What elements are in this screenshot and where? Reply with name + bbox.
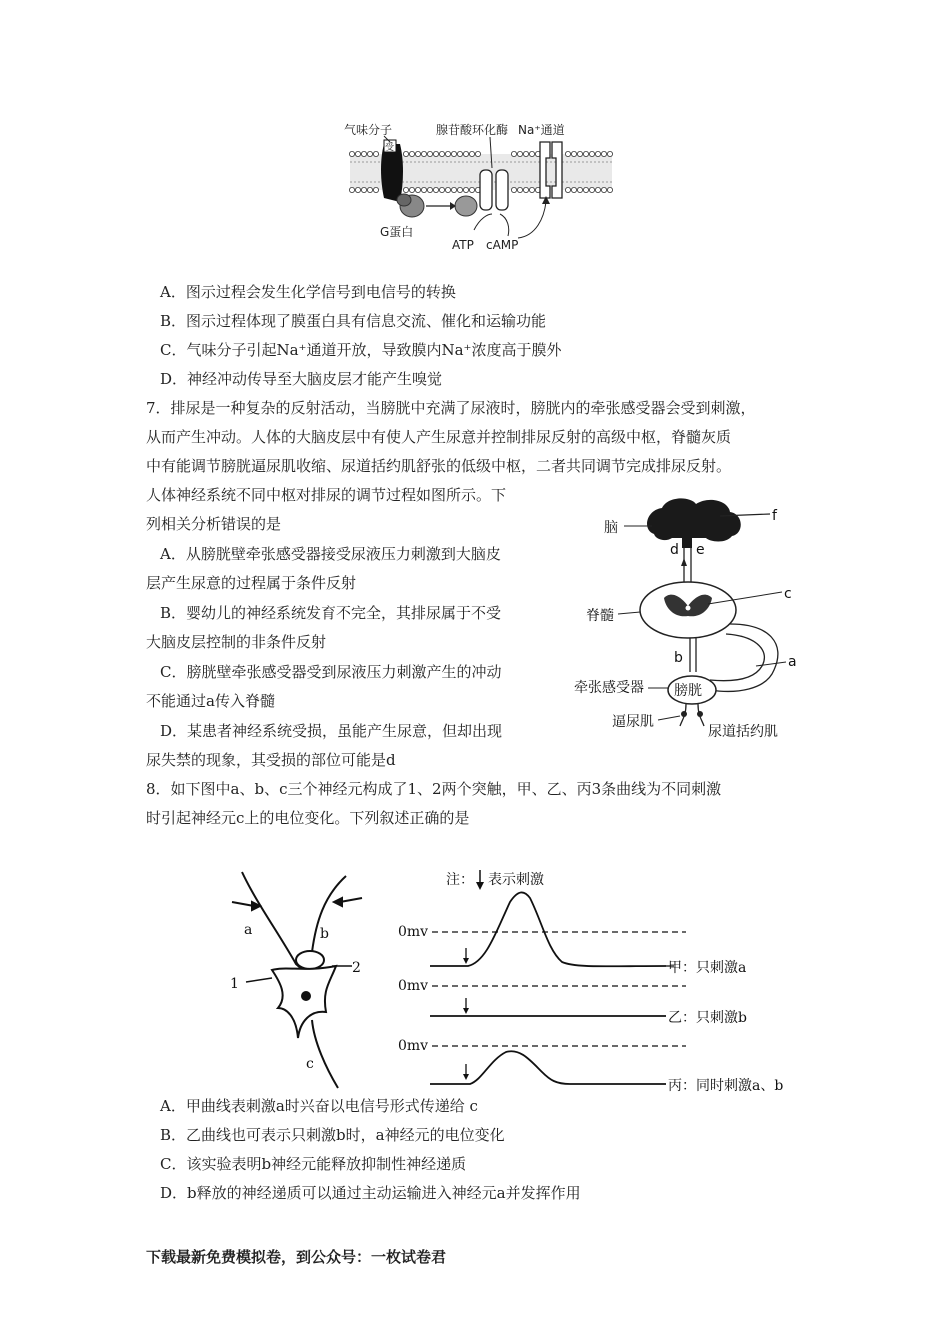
- odorant-label: 气味分子: [344, 123, 393, 137]
- lipid-head: [349, 187, 354, 192]
- zero-mv-label: 0mv: [398, 1038, 429, 1054]
- lipid-head: [361, 151, 366, 156]
- q7-stem-line: 7．排尿是一种复杂的反射活动，当膀胱中充满了尿液时，膀胱内的牵张感受器会受到刺激，: [146, 399, 756, 417]
- q8-option-c: C．该实验表明b神经元能释放抑制性神经递质: [160, 1155, 467, 1173]
- lipid-head: [451, 151, 456, 156]
- q7-option-b-cont: 大脑皮层控制的非条件反射: [146, 633, 327, 651]
- lipid-head: [439, 187, 444, 192]
- q7-stem-line: 人体神经系统不同中枢对排尿的调节过程如图所示。下: [146, 486, 507, 504]
- lipid-head: [415, 151, 420, 156]
- lipid-head: [589, 151, 594, 156]
- label-c: c: [784, 586, 792, 602]
- lipid-head: [445, 187, 450, 192]
- note-text: 表示刺激: [488, 872, 544, 888]
- curve-bing-label: 丙：同时刺激a、b: [668, 1078, 784, 1094]
- lipid-head: [403, 151, 408, 156]
- lipid-head: [571, 151, 576, 156]
- lipid-head: [463, 187, 468, 192]
- brain-shape: [647, 498, 741, 541]
- lipid-head: [415, 187, 420, 192]
- na-channel-label: Na⁺通道: [518, 123, 565, 137]
- lipid-head: [529, 151, 534, 156]
- label-f: f: [772, 508, 777, 524]
- lipid-head: [577, 187, 582, 192]
- lipid-head: [427, 151, 432, 156]
- neuron-nucleus: [301, 991, 311, 1001]
- q6-option-b: B．图示过程体现了膜蛋白具有信息交流、催化和运输功能: [160, 312, 547, 330]
- lipid-head: [577, 151, 582, 156]
- q8-option-d: D．b释放的神经递质可以通过主动运输进入神经元a并发挥作用: [160, 1184, 581, 1202]
- urination-reflex-figure: [560, 494, 820, 748]
- neuron-a-label: a: [244, 922, 253, 938]
- q7-option-c: C．膀胱壁牵张感受器受到尿液压力刺激产生的冲动: [160, 663, 502, 681]
- q8-stem-line: 时引起神经元c上的电位变化。下列叙述正确的是: [146, 809, 470, 827]
- footer-note: 下载最新免费模拟卷，到公众号：一枚试卷君: [146, 1248, 447, 1266]
- lipid-head: [565, 187, 570, 192]
- zero-mv-label: 0mv: [398, 924, 429, 940]
- lipid-head: [517, 187, 522, 192]
- lipid-head: [373, 151, 378, 156]
- camp-label: cAMP: [486, 238, 519, 252]
- lipid-head: [469, 187, 474, 192]
- lipid-head: [469, 151, 474, 156]
- q7-stem-line: 列相关分析错误的是: [146, 515, 282, 533]
- synapse-1-label: 1: [230, 976, 239, 992]
- lipid-head: [421, 151, 426, 156]
- neuron-diagram: [232, 872, 362, 1088]
- note-label: 注：: [446, 872, 474, 888]
- q8-option-b: B．乙曲线也可表示只刺激b时，a神经元的电位变化: [160, 1126, 505, 1144]
- q7-option-d: D．某患者神经系统受损，虽能产生尿意，但却出现: [160, 722, 503, 740]
- q7-option-c-cont: 不能通过a传入脊髓: [146, 692, 275, 710]
- lipid-head: [403, 187, 408, 192]
- receptor-label-7: 牵张感受器: [574, 680, 644, 696]
- g-protein-alpha: [455, 196, 477, 216]
- q7-option-a-cont: 层产生尿意的过程属于条件反射: [146, 574, 357, 592]
- lipid-head: [565, 151, 570, 156]
- lipid-head: [463, 151, 468, 156]
- lipid-head: [433, 151, 438, 156]
- olfactory-membrane-figure: [340, 118, 620, 258]
- lipid-head: [517, 151, 522, 156]
- lipid-head: [367, 187, 372, 192]
- label-a: a: [788, 654, 797, 670]
- lipid-head: [439, 151, 444, 156]
- q7-stem-line: 从而产生冲动。人体的大脑皮层中有使人产生尿意并控制排尿反射的高级中枢，脊髓灰质: [146, 428, 732, 446]
- lipid-head: [361, 187, 366, 192]
- lipid-head: [421, 187, 426, 192]
- g-protein-label: G蛋白: [380, 225, 414, 239]
- lipid-head: [583, 151, 588, 156]
- brain-label: 脑: [604, 520, 618, 536]
- lipid-head: [451, 187, 456, 192]
- lipid-head: [607, 151, 612, 156]
- bladder-label: 膀胱: [674, 683, 702, 699]
- label-d: d: [670, 542, 679, 558]
- lipid-head: [373, 187, 378, 192]
- q7-option-a: A．从膀胱壁牵张感受器接受尿液压力刺激到大脑皮: [160, 545, 501, 563]
- label-b: b: [674, 650, 683, 666]
- label-e: e: [696, 542, 705, 558]
- lipid-head: [355, 151, 360, 156]
- neuron-c-label: c: [306, 1056, 314, 1072]
- lipid-head: [409, 187, 414, 192]
- detrusor-label: 逼尿肌: [612, 714, 654, 730]
- lipid-head: [457, 187, 462, 192]
- lipid-head: [595, 151, 600, 156]
- neuron-synapse-figure: [226, 862, 816, 1094]
- receptor-label: 受: [385, 143, 395, 153]
- lipid-head: [427, 187, 432, 192]
- sphincter-label: 尿道括约肌: [708, 724, 778, 740]
- lipid-head: [355, 187, 360, 192]
- lipid-head: [511, 187, 516, 192]
- curve-yi-label: 乙：只刺激b: [668, 1010, 747, 1026]
- spinal-label: 脊髓: [586, 608, 614, 624]
- curve-jia-label: 甲：只刺激a: [668, 960, 747, 976]
- q7-option-b: B．婴幼儿的神经系统发育不完全，其排尿属于不受: [160, 604, 502, 622]
- lipid-head: [511, 151, 516, 156]
- lipid-head: [601, 187, 606, 192]
- enzyme-label: 腺苷酸环化酶: [436, 123, 509, 137]
- lipid-head: [607, 187, 612, 192]
- atp-label: ATP: [452, 238, 474, 252]
- q7-option-d-cont: 尿失禁的现象，其受损的部位可能是d: [146, 751, 396, 769]
- lipid-head: [349, 151, 354, 156]
- q7-stem-line: 中有能调节膀胱逼尿肌收缩、尿道括约肌舒张的低级中枢，二者共同调节完成排尿反射。: [146, 457, 732, 475]
- lipid-head: [475, 151, 480, 156]
- lipid-head: [367, 151, 372, 156]
- lipid-head: [601, 151, 606, 156]
- lipid-head: [571, 187, 576, 192]
- lipid-head: [595, 187, 600, 192]
- q6-option-d: D．神经冲动传导至大脑皮层才能产生嗅觉: [160, 370, 443, 388]
- q6-option-c: C．气味分子引起Na⁺通道开放，导致膜内Na⁺浓度高于膜外: [160, 341, 562, 359]
- zero-mv-label: 0mv: [398, 978, 429, 994]
- lipid-head: [523, 151, 528, 156]
- neuron-b-label: b: [320, 926, 329, 942]
- lipid-head: [589, 187, 594, 192]
- synapse-2-label: 2: [352, 960, 361, 976]
- q6-option-a: A．图示过程会发生化学信号到电信号的转换: [160, 283, 456, 301]
- lipid-head: [409, 151, 414, 156]
- lipid-head: [583, 187, 588, 192]
- lipid-head: [445, 151, 450, 156]
- lipid-head: [529, 187, 534, 192]
- lipid-head: [433, 187, 438, 192]
- lipid-head: [457, 151, 462, 156]
- q8-stem-line: 8．如下图中a、b、c三个神经元构成了1、2两个突触，甲、乙、丙3条曲线为不同刺激: [146, 780, 722, 798]
- q8-option-a: A．甲曲线表刺激a时兴奋以电信号形式传递给 c: [160, 1097, 478, 1115]
- lipid-head: [523, 187, 528, 192]
